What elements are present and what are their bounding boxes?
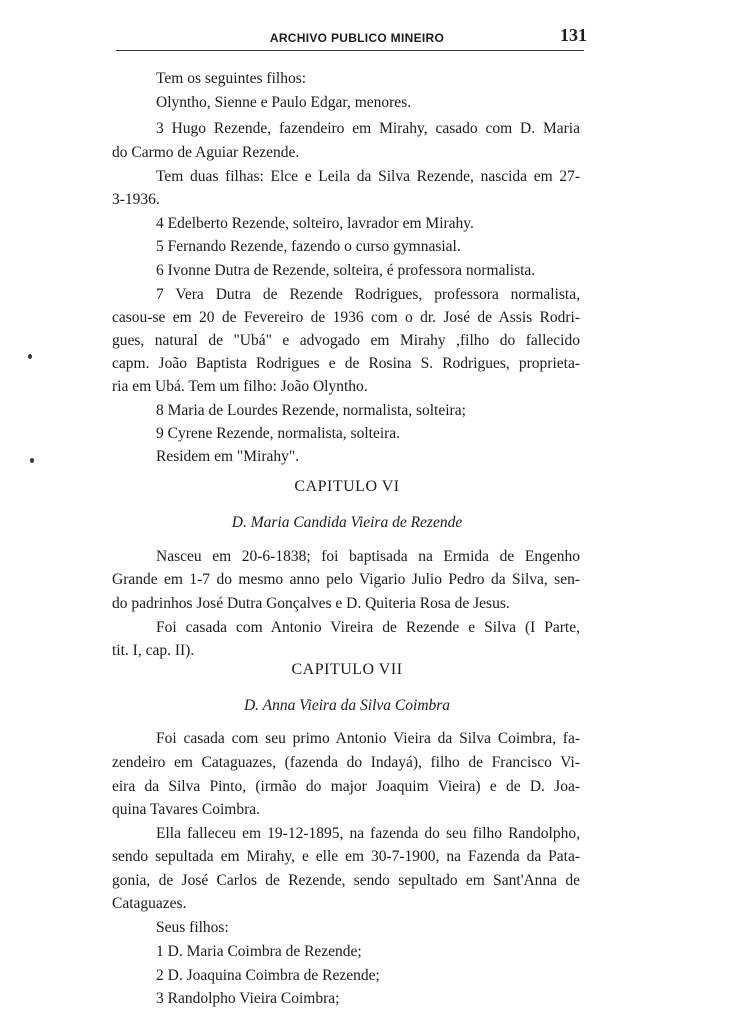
text-line: Olyntho, Sienne e Paulo Edgar, menores. (156, 94, 412, 111)
chapter-subtitle: D. Anna Vieira da Silva Coimbra (243, 697, 451, 714)
text-line: do padrinhos José Dutra Gonçalves e D. Quiteria Rosa de Jesus. (112, 595, 510, 612)
text-line: capm. João Baptista Rodrigues e de Rosina S. Rodrigues, proprieta- (112, 355, 580, 372)
text-line: 4 Edelberto Rezende, solteiro, lavrador em Mirahy. (156, 215, 474, 232)
margin-mark (30, 458, 34, 463)
text-line: Foi casada com seu primo Antonio Vieira da Silva Coimbra, fa- (156, 730, 580, 747)
text-line: 5 Fernando Rezende, fazendo o curso gymnasial. (156, 238, 461, 255)
chapter-heading: CAPITULO VII (291, 661, 403, 678)
text-line: Grande em 1-7 do mesmo anno pelo Vigario Julio Pedro da Silva, sen- (112, 571, 580, 588)
text-line: 3 Randolpho Vieira Coimbra; (156, 990, 340, 1007)
text-line: 3-1936. (112, 191, 160, 208)
text-line: Seus filhos: (156, 919, 229, 936)
header-rule (116, 50, 584, 51)
text-line: gues, natural de "Ubá" e advogado em Mirahy ,filho do fallecido (112, 332, 580, 349)
text-line: 2 D. Joaquina Coimbra de Rezende; (156, 967, 380, 984)
text-line: 6 Ivonne Dutra de Rezende, solteira, é professora normalista. (156, 262, 536, 279)
text-line: Nasceu em 20-6-1838; foi baptisada na Ermida de Engenho (156, 548, 580, 565)
text-line: Tem duas filhas: Elce e Leila da Silva Rezende, nascida em 27- (156, 168, 580, 185)
text-line: tit. I, cap. II). (112, 642, 195, 659)
text-line: sendo sepultada em Mirahy, e elle em 30-7-1900, na Fazenda da Pata- (112, 848, 580, 865)
running-header: ARCHIVO PUBLICO MINEIRO (269, 31, 445, 45)
margin-mark (28, 354, 32, 359)
text-line: do Carmo de Aguiar Rezende. (112, 144, 300, 161)
page-number: 131 (560, 25, 587, 45)
text-line: Ella falleceu em 19-12-1895, na fazenda do seu filho Randolpho, (156, 825, 580, 842)
text-line: Residem em "Mirahy". (156, 448, 300, 465)
text-line: casou-se em 20 de Fevereiro de 1936 com o dr. José de Assis Rodri- (112, 309, 580, 326)
text-line: 1 D. Maria Coimbra de Rezende; (156, 943, 362, 960)
text-line: Foi casada com Antonio Vireira de Rezende e Silva (I Parte, (156, 619, 580, 636)
text-line: gonia, de José Carlos de Rezende, sendo sepultado em Sant'Anna de (112, 872, 580, 889)
chapter-heading: CAPITULO VI (294, 478, 400, 495)
text-line: ria em Ubá. Tem um filho: João Olyntho. (112, 378, 368, 395)
text-line: 8 Maria de Lourdes Rezende, normalista, solteira; (156, 402, 466, 419)
text-line: 3 Hugo Rezende, fazendeiro em Mirahy, casado com D. Maria (156, 120, 580, 137)
text-line: 9 Cyrene Rezende, normalista, solteira. (156, 425, 401, 442)
text-line: Tem os seguintes filhos: (156, 70, 307, 87)
text-line: eira da Silva Pinto, (irmão do major Joaquim Vieira) e de D. Joa- (112, 778, 580, 795)
chapter-subtitle: D. Maria Candida Vieira de Rezende (231, 514, 463, 531)
text-line: 7 Vera Dutra de Rezende Rodrigues, professora normalista, (156, 286, 580, 303)
text-line: quina Tavares Coimbra. (112, 801, 260, 818)
text-line: zendeiro em Cataguazes, (fazenda do Indayá), filho de Francisco Vi- (112, 754, 580, 771)
text-line: Cataguazes. (112, 895, 187, 912)
